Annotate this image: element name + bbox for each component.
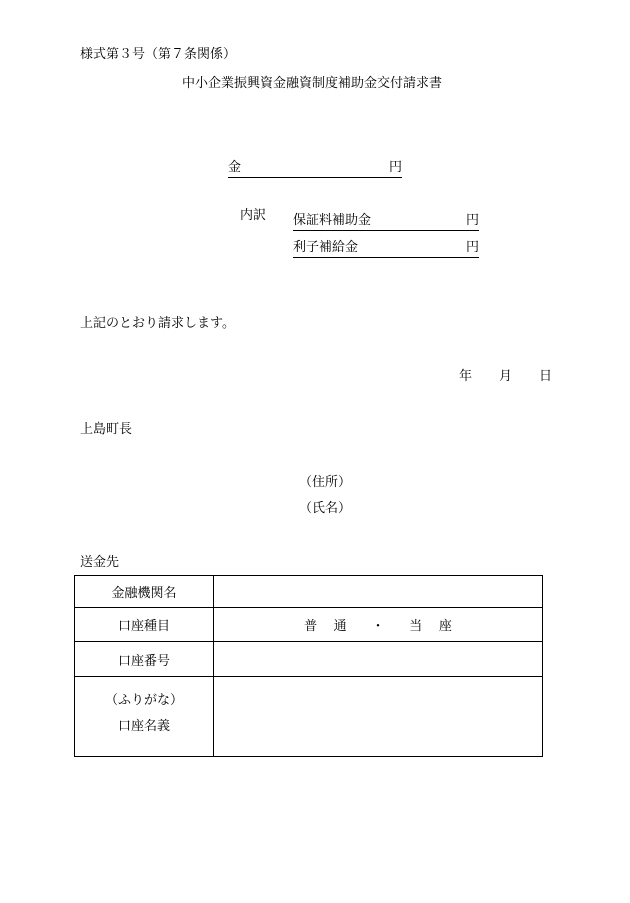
date-day: 日 <box>539 369 553 384</box>
account-number-value <box>214 642 543 677</box>
account-holder-label-cell <box>75 677 214 757</box>
breakdown-item-interest <box>293 236 479 258</box>
breakdown-item-guarantee <box>293 209 479 231</box>
table-row <box>75 642 543 677</box>
account-type-option: 座 <box>438 619 452 634</box>
account-type-option: 普 <box>304 619 318 634</box>
table-row <box>75 608 543 642</box>
amount-prefix: 金 <box>228 160 242 175</box>
date-month: 月 <box>499 369 513 384</box>
account-holder-value <box>214 677 543 757</box>
account-type-options <box>214 608 543 642</box>
account-type-option: 当 <box>409 619 423 634</box>
breakdown-item-unit: 円 <box>465 213 479 228</box>
table-row <box>75 576 543 608</box>
furigana-label: （ふりがな） <box>104 692 183 708</box>
bank-name-label: 金融機関名 <box>75 576 214 608</box>
account-number-label: 口座番号 <box>75 642 214 677</box>
document-title: 中小企業振興資金融資制度補助金交付請求書 <box>182 76 443 91</box>
breakdown-item-unit: 円 <box>465 240 479 255</box>
remittance-table <box>74 575 543 757</box>
breakdown-item-name: 保証料補助金 <box>293 213 372 228</box>
request-statement: 上記のとおり請求します。 <box>80 316 235 331</box>
date-year: 年 <box>459 369 473 384</box>
applicant-name-label: （氏名） <box>299 501 352 516</box>
account-type-option: ・ <box>371 619 385 634</box>
amount-line <box>228 156 402 178</box>
bank-name-value <box>214 576 543 608</box>
account-type-option: 通 <box>333 619 347 634</box>
applicant-address-label: （住所） <box>299 475 352 490</box>
breakdown-label: 内訳 <box>240 208 267 223</box>
addressee: 上島町長 <box>80 422 133 437</box>
account-holder-label: 口座名義 <box>117 718 170 734</box>
amount-unit: 円 <box>388 160 402 175</box>
breakdown-item-name: 利子補給金 <box>293 240 359 255</box>
table-row <box>75 677 543 757</box>
account-type-label: 口座種目 <box>75 608 214 642</box>
remittance-heading: 送金先 <box>80 555 120 570</box>
form-number: 様式第３号（第７条関係） <box>80 47 237 62</box>
